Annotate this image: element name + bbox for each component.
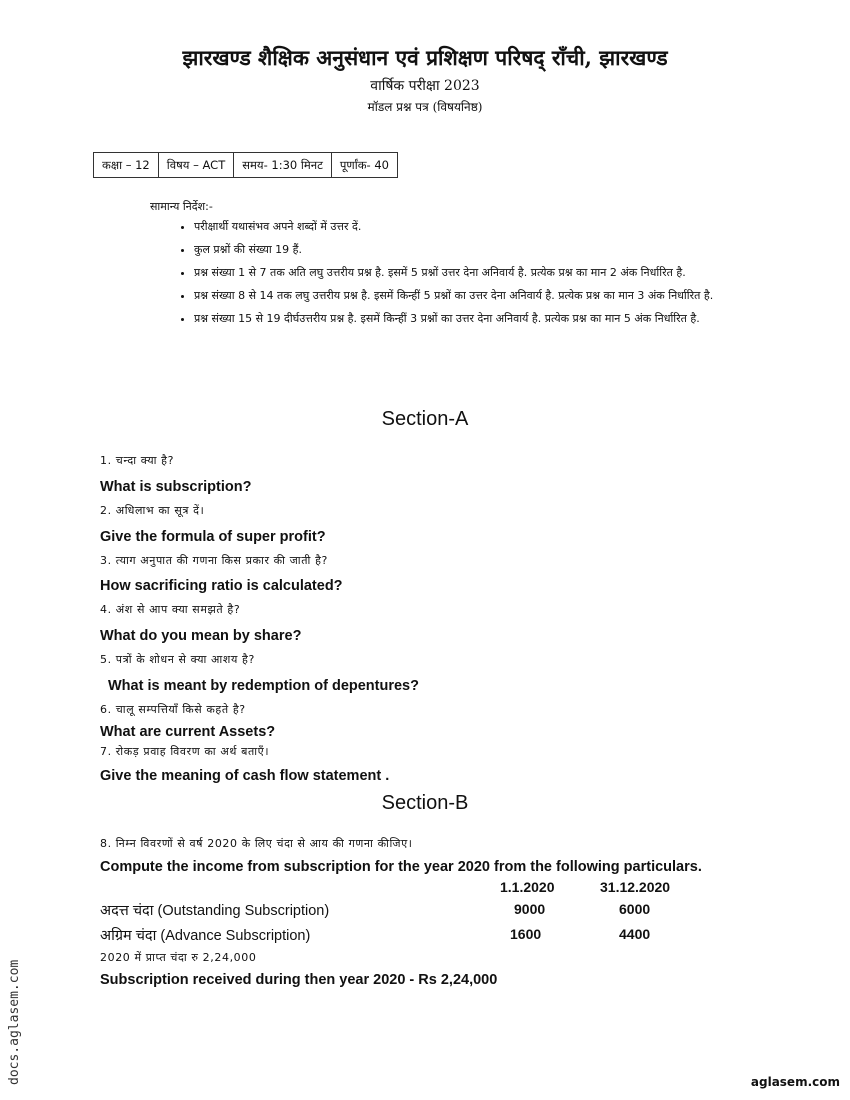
section-b-title: Section-B [381,792,469,814]
question-english: What is meant by redemption of depentures? [108,678,419,694]
instructions-list [172,215,784,330]
question-english: Give the formula of super profit? [100,529,326,545]
row-value: 6000 [619,901,651,917]
question-english: What is subscription? [100,479,252,495]
received-hindi: 2020 में प्राप्त चंदा रु 2,24,000 [100,951,257,964]
question-english: Compute the income from subscription for the year 2020 from the following particulars. [100,859,702,875]
row-label: अदत्त चंदा (Outstanding Subscription) [100,903,330,919]
received-english: Subscription received during then year 2020 - Rs 2,24,000 [100,972,498,988]
question-hindi: 2. अधिलाभ का सूत्र दें। [100,504,205,517]
question-english: What are current Assets? [100,724,276,740]
row-label: अग्रिम चंदा (Advance Subscription) [100,928,311,944]
meta-subject: विषय – ACT [158,153,233,178]
instruction-item: • कुल प्रश्नों की संख्या 19 हैं. [194,238,784,261]
instruction-item: • परीक्षार्थी यथासंभव अपने शब्दों में उत्तर दें. [194,215,784,238]
section-a-title: Section-A [381,408,469,430]
question-hindi: 3. त्याग अनुपात की गणना किस प्रकार की जाती है? [100,554,328,567]
exam-name: वार्षिक परीक्षा 2023 [370,78,480,94]
instruction-item: • प्रश्न संख्या 1 से 7 तक अति लघु उत्तरीय प्रश्न है. इसमें 5 प्रश्नों उत्तर देना अनिवार्य है. प्रत्येक प्रश्न का मान 2 अंक निर्धारित है. [194,261,784,284]
side-watermark: docs.aglasem.com [7,959,22,1085]
column-header-closing: 31.12.2020 [600,879,671,895]
question-hindi: 6. चालू सम्पत्तियाँ किसे कहते है? [100,703,246,716]
question-english: Give the meaning of cash flow statement . [100,768,390,784]
question-english: How sacrificing ratio is calculated? [100,578,343,594]
question-english: What do you mean by share? [100,628,302,644]
row-value: 4400 [619,926,651,942]
question-hindi: 5. पत्रों के शोधन से क्या आशय है? [100,653,255,666]
instruction-item: • प्रश्न संख्या 8 से 14 तक लघु उत्तरीय प्रश्न है. इसमें किन्हीं 5 प्रश्नों का उत्तर देना अनिवार्य है. प्रत्येक प्रश्न का मान 3 अंक निर्धारित है. [194,284,784,307]
board-title: झारखण्ड शैक्षिक अनुसंधान एवं प्रशिक्षण परिषद् राँची, झारखण्ड [182,45,668,70]
meta-time: समय- 1:30 मिनट [234,153,332,178]
question-hindi: 4. अंश से आप क्या समझते है? [100,603,241,616]
question-hindi: 7. रोकड़ प्रवाह विवरण का अर्थ बताएँ। [100,745,270,758]
paper-type: मॉडल प्रश्न पत्र (विषयनिष्ठ) [367,100,483,114]
footer-watermark: aglasem.com [750,1075,840,1089]
column-header-opening: 1.1.2020 [500,879,555,895]
question-hindi: 8. निम्न विवरणों से वर्ष 2020 के लिए चंदा से आय की गणना कीजिए। [100,837,413,850]
instruction-item: • प्रश्न संख्या 15 से 19 दीर्घउत्तरीय प्रश्न है. इसमें किन्हीं 3 प्रश्नों का उत्तर देना अनिवार्य है. प्रत्येक प्रश्न का मान 5 अंक निर्धारित है. [194,307,784,330]
question-hindi: 1. चन्दा क्या है? [100,454,175,467]
meta-marks: पूर्णांक- 40 [331,153,397,178]
row-value: 1600 [510,926,542,942]
row-value: 9000 [514,901,546,917]
instructions-heading: सामान्य निर्देश:- [150,200,213,213]
meta-class: कक्षा – 12 [94,153,159,178]
exam-meta-table [93,152,398,178]
